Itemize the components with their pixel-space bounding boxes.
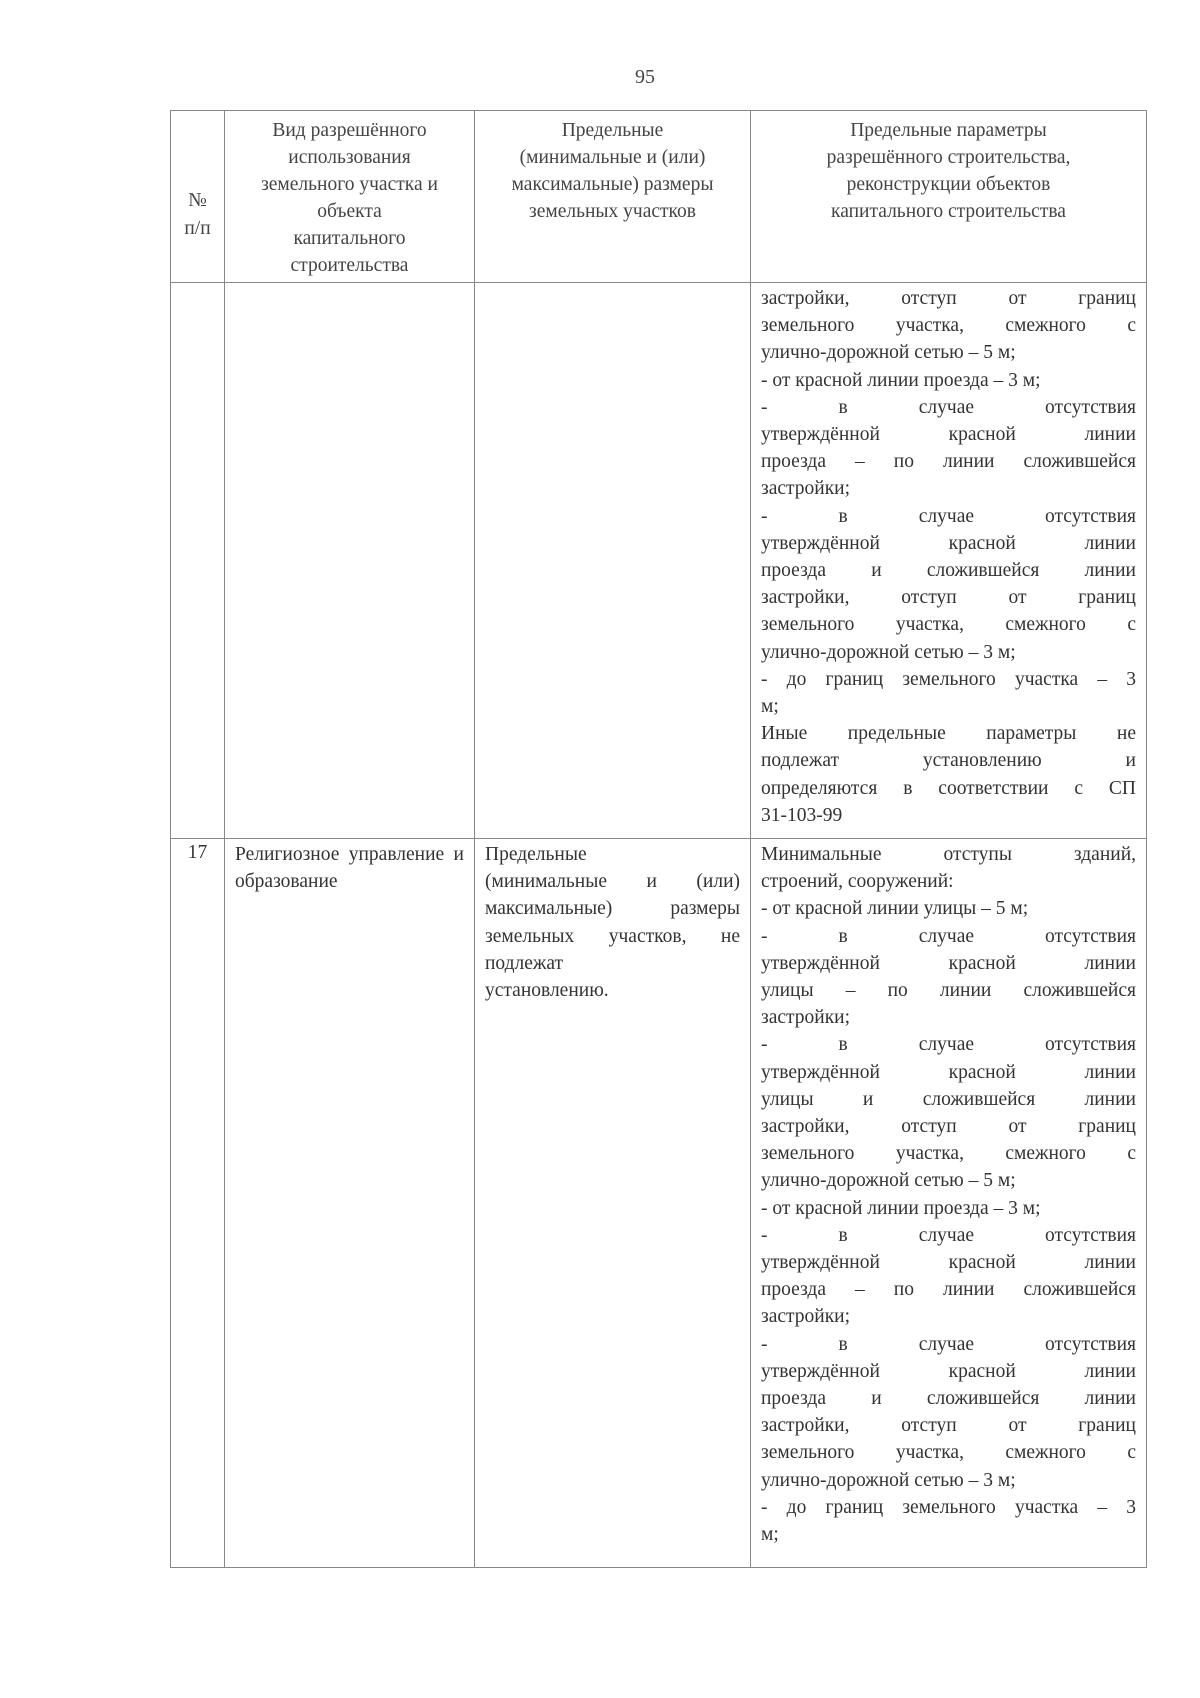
text-line: застройки, отступ от границ xyxy=(761,1116,1136,1138)
header-kind-line: использования xyxy=(288,147,411,168)
text-line: м; xyxy=(761,696,779,718)
params-text xyxy=(751,839,1146,1548)
text-line: - в случае отсутствия xyxy=(761,396,1136,418)
header-params-line: Предельные параметры xyxy=(850,120,1047,141)
text-line: - до границ земельного участка – 3 xyxy=(761,668,1136,690)
header-land-use-kind xyxy=(225,111,475,283)
text-line: утверждённой красной линии xyxy=(761,424,1136,446)
text-line: земельных участков, не xyxy=(485,925,740,947)
cell-number-empty xyxy=(171,283,225,839)
header-params-line: реконструкции объектов xyxy=(846,174,1051,195)
text-line: максимальные) размеры xyxy=(485,898,740,920)
text-line: утверждённой красной линии xyxy=(761,952,1136,974)
cell-construction-params xyxy=(751,839,1147,1568)
text-line: земельного участка, смежного с xyxy=(761,1442,1136,1464)
text-line: застройки; xyxy=(761,478,851,500)
header-plot-sizes xyxy=(475,111,751,283)
text-line: земельного участка, смежного с xyxy=(761,315,1136,337)
text-line: улично-дорожной сетью – 3 м; xyxy=(761,1469,1016,1491)
header-size-line: (минимальные и (или) xyxy=(519,147,706,168)
text-line: определяются в соответствии с СП xyxy=(761,777,1136,799)
header-number-line: № xyxy=(188,189,207,211)
text-line: Религиозное управление и xyxy=(235,844,464,865)
cell-plot-sizes xyxy=(475,839,751,1568)
text-line: утверждённой красной линии xyxy=(761,1360,1136,1382)
text-line: улично-дорожной сетью – 5 м; xyxy=(761,342,1016,364)
text-line: - от красной линии улицы – 5 м; xyxy=(761,898,1029,920)
text-line: проезда и сложившейся линии xyxy=(761,1388,1136,1410)
text-line: застройки; xyxy=(761,1007,851,1029)
page-number: 95 xyxy=(635,66,655,88)
text-line: - до границ земельного участка – 3 xyxy=(761,1496,1136,1518)
text-line: утверждённой красной линии xyxy=(761,1252,1136,1274)
kind-text xyxy=(225,839,474,895)
cell-number: 17 xyxy=(171,839,225,1568)
text-line: - от красной линии проезда – 3 м; xyxy=(761,369,1041,391)
text-line: Иные предельные параметры не xyxy=(761,723,1136,745)
text-line: застройки, отступ от границ xyxy=(761,587,1136,609)
header-size-line: максимальные) размеры xyxy=(511,174,714,195)
text-line: улично-дорожной сетью – 5 м; xyxy=(761,1170,1016,1192)
text-line: - в случае отсутствия xyxy=(761,1224,1136,1246)
text-line: - от красной линии проезда – 3 м; xyxy=(761,1197,1041,1219)
text-line: проезда – по линии сложившейся xyxy=(761,1279,1136,1301)
text-line: - в случае отсутствия xyxy=(761,1034,1136,1056)
text-line: застройки, отступ от границ xyxy=(761,288,1136,309)
text-line: подлежат установлению и xyxy=(761,750,1136,772)
params-text-continued xyxy=(751,283,1146,829)
text-line: проезда и сложившейся линии xyxy=(761,560,1136,582)
cell-land-use-kind xyxy=(225,839,475,1568)
text-line: улицы – по линии сложившейся xyxy=(761,980,1136,1002)
header-kind-line: земельного участка и xyxy=(261,174,438,195)
text-line: застройки; xyxy=(761,1306,851,1328)
text-line: строений, сооружений: xyxy=(761,871,954,893)
text-line: улицы и сложившейся линии xyxy=(761,1088,1136,1110)
header-number xyxy=(171,111,225,283)
cell-params-continued xyxy=(751,283,1147,839)
text-line: образование xyxy=(235,871,338,893)
text-line: Минимальные отступы зданий, xyxy=(761,844,1136,865)
text-line: утверждённой красной линии xyxy=(761,532,1136,554)
text-line: - в случае отсутствия xyxy=(761,1333,1136,1355)
header-construction-params xyxy=(751,111,1147,283)
header-kind-line: капитального xyxy=(293,228,406,249)
text-line: - в случае отсутствия xyxy=(761,505,1136,527)
header-kind-line: Вид разрешённого xyxy=(272,120,427,141)
text-line: улично-дорожной сетью – 3 м; xyxy=(761,641,1016,663)
text-line: установлению. xyxy=(485,980,609,1002)
header-size-line: Предельные xyxy=(561,120,664,141)
table-header-row xyxy=(171,111,1147,283)
header-kind-line: строительства xyxy=(290,255,409,276)
text-line: земельного участка, смежного с xyxy=(761,1143,1136,1165)
header-kind-line: объекта xyxy=(317,201,382,222)
text-line: утверждённой красной линии xyxy=(761,1061,1136,1083)
header-size-line: земельных участков xyxy=(529,201,696,222)
land-use-table xyxy=(170,110,1147,1568)
text-line: - в случае отсутствия xyxy=(761,925,1136,947)
table-row-17 xyxy=(171,839,1147,1568)
text-line: м; xyxy=(761,1524,779,1546)
text-line: 31-103-99 xyxy=(761,804,843,826)
header-number-line: п/п xyxy=(184,217,211,239)
text-line: застройки, отступ от границ xyxy=(761,1415,1136,1437)
text-line: проезда – по линии сложившейся xyxy=(761,451,1136,473)
text-line: земельного участка, смежного с xyxy=(761,614,1136,636)
header-params-line: разрешённого строительства, xyxy=(826,147,1071,168)
text-line: (минимальные и (или) xyxy=(485,871,740,893)
size-text xyxy=(475,839,750,1004)
cell-size-empty xyxy=(475,283,751,839)
header-params-line: капитального строительства xyxy=(831,201,1066,222)
text-line: Предельные xyxy=(485,844,587,865)
text-line: подлежат xyxy=(485,952,564,974)
cell-kind-empty xyxy=(225,283,475,839)
table-row-continued xyxy=(171,283,1147,839)
